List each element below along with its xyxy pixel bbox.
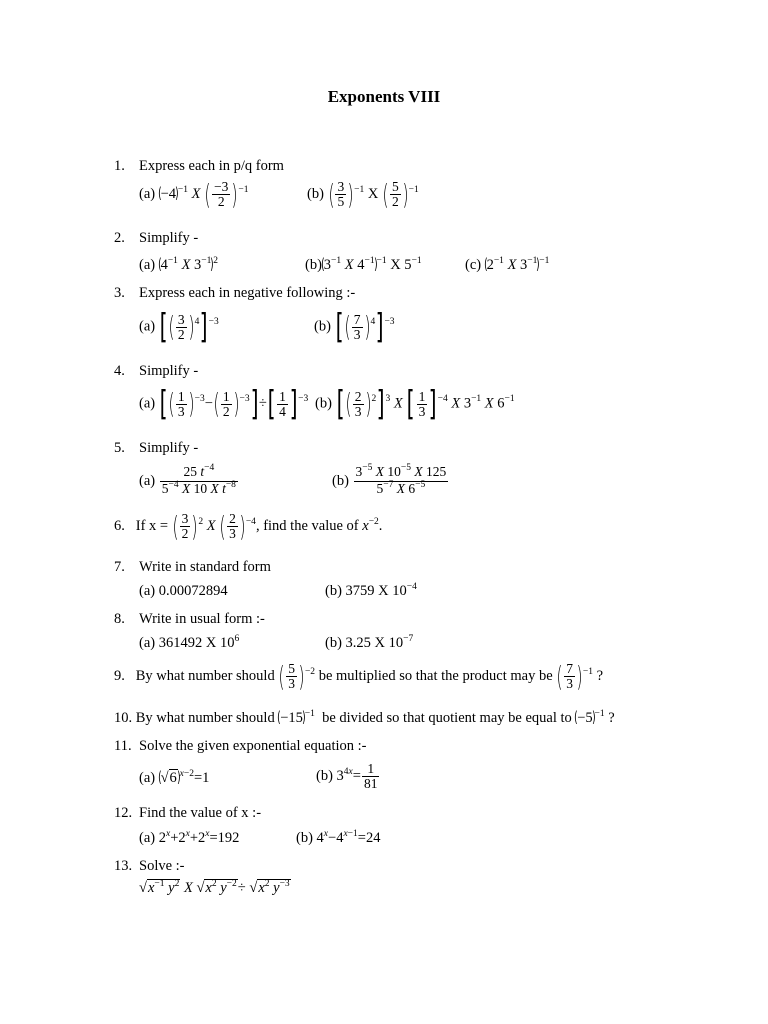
part-label: (b) (305, 257, 322, 273)
question-number: 2. (114, 230, 125, 246)
part-label: (b) (332, 472, 349, 489)
q11-part-b: (b) $3^{4x}=$ $\frac{1}{81}$ (316, 761, 378, 791)
part-label: (a) (139, 395, 156, 412)
q2-part-c: (c) ($2^{-1}$ X $3^{-1})^{-1}$ (465, 255, 550, 273)
part-label: (a) 361492 X (139, 635, 217, 651)
question-mark: ? (608, 710, 615, 726)
question-text: Simplify - (139, 440, 199, 456)
question-text: Write in standard form (139, 559, 271, 575)
q1-part-b: (b) ( $\frac{3}{5}$ )$^{-1}$ X ( $\frac{5}{2}$ )$^{-1}$ (307, 177, 419, 211)
question-text: Simplify - (139, 230, 199, 246)
question-number: 6. (114, 517, 125, 534)
question-number: 7. (114, 559, 125, 575)
q5-part-a: (a) $\frac{25 t^{-4}}{5^{-4} X 10 X t^{-8}}$ (139, 463, 236, 496)
part-label: (b) 3.25 X (325, 635, 386, 651)
q12-part-a: (a) $2^x+2^x+2^x=192$ (139, 829, 240, 846)
part-label: (a) (139, 770, 156, 786)
question-number: 1. (114, 158, 125, 174)
q11-part-a: (a) $(√6)^{x-2}=1$ (139, 768, 210, 786)
question-number: 11. (114, 738, 132, 754)
part-label: (a) (139, 318, 156, 335)
q2-part-a: (a) ($4^{-1}$ X $3^{-1})^2$ (139, 255, 219, 273)
q4-part-a: (a) [( $\frac{1}{3}$ )$^{-3}$−( $\frac{1}{2}$ )$^{-3}$]÷[ $\frac{1}{4}$ ]$^{-3}$ (139, 384, 309, 424)
question-text: By what number should (135, 710, 275, 726)
q12-part-b: (b) $4^x-4^{x-1}=24$ (296, 829, 381, 846)
part-label: (a) 0.00072894 (139, 583, 228, 599)
question-text-cont: be divided so that quotient may be equal to (322, 710, 572, 726)
part-label: (b) (296, 830, 313, 846)
page-title: Exponents VIII (327, 87, 441, 106)
part-label: (a) (139, 830, 156, 846)
part-label: (b) (314, 318, 331, 335)
question-text: Solve :- (139, 858, 185, 874)
q7-part-b: (b) 3759 X $10^{-4}$ (325, 582, 417, 599)
q4-part-b: (b) [( $\frac{2}{3}$ )$^2$]$^3$ X [ $\frac{1}{3}$ ]$^{-4}$ X $3^{-1}$ X $6^{-1}$ (315, 384, 515, 424)
part-label: (a) (139, 257, 156, 273)
part-label: (b) (316, 767, 333, 784)
question-number: 8. (114, 611, 125, 627)
part-label: (a) (139, 472, 156, 489)
part-label: (b) 3759 X (325, 583, 389, 599)
question-number: 10. (114, 710, 133, 726)
question-6: 6. If x = ( $\frac{3}{2}$ )$^2$ X ( $\frac{2}{3}$ )$^{-4}$, find the value of $x^{-2}$. (114, 509, 383, 543)
question-number: 13. (114, 858, 133, 874)
question-9: 9. By what number should ( $\frac{5}{3}$ )$^{-2}$ be multiplied so that the product may be ( $\frac{7}{3}$ )$^{-1}$ ? (114, 659, 604, 693)
question-text: Express each in negative following :- (139, 285, 356, 301)
q8-part-b: (b) 3.25 X $10^{-7}$ (325, 634, 414, 651)
question-text: Simplify - (139, 363, 199, 379)
question-mark: ? (596, 667, 604, 684)
question-number: 12. (114, 805, 133, 821)
question-text-cont: , find the value of (255, 517, 359, 534)
question-number: 9. (114, 667, 125, 684)
q13-expression: $√x^{-1}$ $y^2$ X $√x^2$ $y^{-2}\div √x^2$ $y^{-3}$ (139, 879, 290, 896)
part-label: (b) (307, 185, 324, 202)
part-label: (b) (315, 395, 332, 412)
question-10: 10. By what number should $(-15)^{-1}$ be divided so that quotient may be equal to $(-5)^{-1}$ ? (114, 708, 615, 726)
question-text: By what number should (135, 667, 275, 684)
part-label: (c) (465, 257, 482, 273)
question-text: Find the value of x :- (139, 805, 262, 821)
q1-part-a: (a) $(-4)^{-1}$ X ( $\frac{-3}{2}$ )$^{-1}$ (139, 177, 249, 211)
question-text: Solve the given exponential equation :- (139, 738, 367, 754)
question-text: If x = (135, 517, 169, 534)
q5-part-b: (b) $\frac{3^{-5} X 10^{-5} X 125}{5^{-7} X 6^{-5}}$ (332, 463, 447, 496)
q8-part-a: (a) 361492 X $10^6$ (139, 634, 240, 651)
question-text: Express each in p/q form (139, 158, 284, 174)
part-label: (a) (139, 185, 156, 202)
question-number: 5. (114, 440, 125, 456)
q2-part-b: $(b)(3^{-1}$ X $4^{-1})^{-1}$ X $5^{-1}$ (305, 255, 422, 273)
q3-part-a: (a) [( $\frac{3}{2}$ )$^4$]$^{-3}$ (139, 307, 219, 347)
q7-part-a (139, 583, 228, 600)
question-number: 4. (114, 363, 125, 379)
question-number: 3. (114, 285, 125, 301)
question-text-cont: be multiplied so that the product may be (318, 667, 553, 684)
question-text: Write in usual form :- (139, 611, 265, 627)
q3-part-b: (b) [( $\frac{7}{3}$ )$^4$]$^{-3}$ (314, 307, 395, 347)
